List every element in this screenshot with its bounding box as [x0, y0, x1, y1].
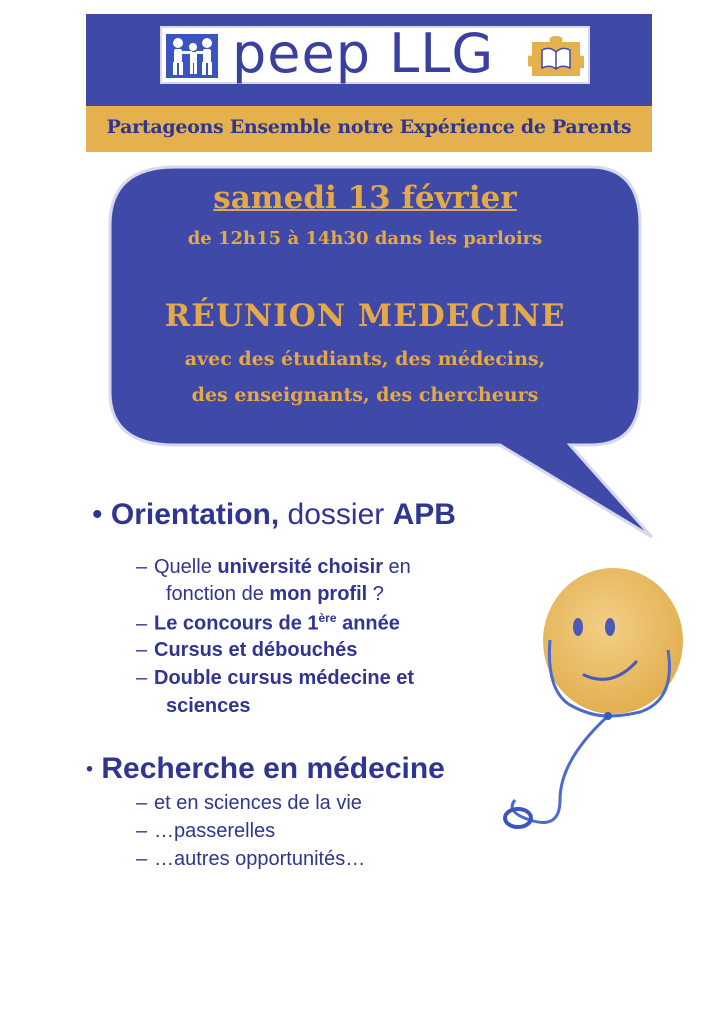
- list-item: – Cursus et débouchés: [136, 639, 358, 661]
- event-title: RÉUNION MEDECINE: [164, 298, 566, 334]
- event-subtitle-line2: des enseignants, des chercheurs: [191, 384, 539, 406]
- list-item: – …passerelles: [136, 820, 276, 842]
- list-item: – Le concours de 1ère année: [136, 611, 400, 635]
- list-item: – Double cursus médecine et: [136, 667, 415, 689]
- orientation-plain: dossier: [279, 498, 393, 531]
- section-research-heading: [86, 752, 445, 786]
- event-subtitle-line1: avec des étudiants, des médecins,: [184, 348, 546, 370]
- research-heading-text: Recherche en médecine: [101, 752, 445, 785]
- list-item: – et en sciences de la vie: [136, 792, 362, 814]
- list-item: – Quelle université choisir en: [136, 556, 411, 578]
- section-orientation-heading: [92, 498, 456, 532]
- orientation-strong: Orientation,: [110, 498, 280, 531]
- tagline: Partageons Ensemble notre Expérience de Parents: [106, 116, 632, 138]
- event-time: de 12h15 à 14h30 dans les parloirs: [187, 228, 543, 249]
- bullet: •: [86, 758, 94, 781]
- event-date: samedi 13 février: [213, 180, 517, 216]
- list-item: – …autres opportunités…: [136, 848, 366, 870]
- logo-text: peep LLG: [232, 22, 495, 85]
- apb-strong: APB: [392, 498, 456, 531]
- smiley-icon: [505, 568, 683, 827]
- bullet: •: [92, 498, 103, 531]
- list-item-continuation: fonction de mon profil ?: [166, 583, 384, 605]
- list-item-continuation: sciences: [166, 695, 251, 717]
